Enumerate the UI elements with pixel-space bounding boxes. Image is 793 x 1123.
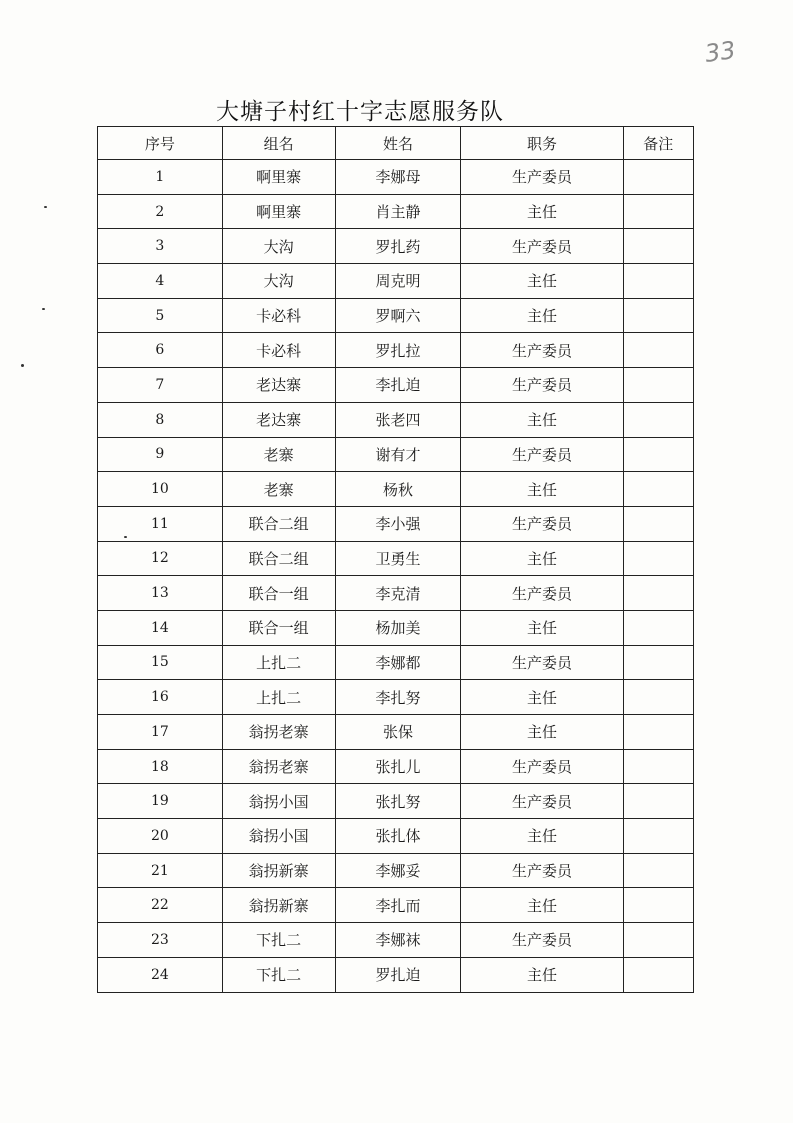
cell-note: [623, 784, 693, 819]
header-role: 职务: [461, 127, 623, 160]
cell-note: [623, 298, 693, 333]
cell-note: [623, 333, 693, 368]
table-row: [98, 333, 694, 368]
cell-group: 老寨: [222, 437, 335, 472]
cell-group: 下扎二: [222, 923, 335, 958]
cell-note: [623, 472, 693, 507]
cell-role: 生产委员: [461, 229, 623, 264]
scan-speck: [42, 308, 45, 310]
document-title: 大塘子村红十字志愿服务队: [216, 99, 504, 125]
cell-role: 生产委员: [461, 784, 623, 819]
table-row: [98, 645, 694, 680]
cell-group: 上扎二: [222, 645, 335, 680]
table-row: [98, 715, 694, 750]
cell-role: 生产委员: [461, 749, 623, 784]
table-row: [98, 402, 694, 437]
cell-seq: 16: [98, 680, 223, 715]
cell-group: 翁拐老寨: [222, 715, 335, 750]
cell-name: 李扎而: [335, 888, 461, 923]
cell-seq: 8: [98, 402, 223, 437]
cell-group: 翁拐小国: [222, 819, 335, 854]
handwritten-page-number: 33: [703, 36, 738, 68]
cell-name: 卫勇生: [335, 541, 461, 576]
table-header-row: [98, 127, 694, 160]
cell-role: 主任: [461, 472, 623, 507]
cell-name: 罗啊六: [335, 298, 461, 333]
table-row: [98, 506, 694, 541]
cell-name: 肖主静: [335, 194, 461, 229]
cell-role: 生产委员: [461, 437, 623, 472]
cell-role: 生产委员: [461, 853, 623, 888]
cell-note: [623, 610, 693, 645]
cell-role: 生产委员: [461, 576, 623, 611]
cell-group: 大沟: [222, 229, 335, 264]
cell-group: 翁拐新寨: [222, 853, 335, 888]
cell-name: 李小强: [335, 506, 461, 541]
cell-note: [623, 506, 693, 541]
cell-seq: 1: [98, 160, 223, 195]
cell-name: 周克明: [335, 264, 461, 299]
cell-name: 谢有才: [335, 437, 461, 472]
table-row: [98, 576, 694, 611]
header-note: 备注: [623, 127, 693, 160]
cell-seq: 17: [98, 715, 223, 750]
cell-role: 主任: [461, 541, 623, 576]
table-row: [98, 819, 694, 854]
cell-name: 罗扎药: [335, 229, 461, 264]
header-seq: 序号: [98, 127, 223, 160]
cell-note: [623, 194, 693, 229]
cell-name: 罗扎迫: [335, 957, 461, 992]
table-row: [98, 194, 694, 229]
cell-seq: 20: [98, 819, 223, 854]
cell-seq: 18: [98, 749, 223, 784]
header-name: 姓名: [335, 127, 461, 160]
table-row: [98, 298, 694, 333]
cell-note: [623, 437, 693, 472]
cell-note: [623, 402, 693, 437]
cell-group: 上扎二: [222, 680, 335, 715]
cell-name: 张保: [335, 715, 461, 750]
cell-name: 李娜妥: [335, 853, 461, 888]
cell-seq: 2: [98, 194, 223, 229]
cell-note: [623, 229, 693, 264]
cell-role: 生产委员: [461, 333, 623, 368]
cell-seq: 15: [98, 645, 223, 680]
header-group: 组名: [222, 127, 335, 160]
cell-role: 主任: [461, 264, 623, 299]
cell-role: 主任: [461, 888, 623, 923]
cell-group: 翁拐老寨: [222, 749, 335, 784]
cell-seq: 13: [98, 576, 223, 611]
cell-name: 李扎迫: [335, 368, 461, 403]
table-row: [98, 368, 694, 403]
cell-seq: 12: [98, 541, 223, 576]
cell-note: [623, 160, 693, 195]
cell-role: 生产委员: [461, 368, 623, 403]
cell-group: 翁拐小国: [222, 784, 335, 819]
cell-name: 李娜袜: [335, 923, 461, 958]
table-row: [98, 472, 694, 507]
cell-role: 主任: [461, 194, 623, 229]
cell-group: 老达寨: [222, 402, 335, 437]
cell-note: [623, 645, 693, 680]
cell-note: [623, 819, 693, 854]
cell-seq: 5: [98, 298, 223, 333]
cell-name: 李娜都: [335, 645, 461, 680]
cell-seq: 4: [98, 264, 223, 299]
cell-note: [623, 541, 693, 576]
cell-name: 张老四: [335, 402, 461, 437]
cell-seq: 19: [98, 784, 223, 819]
cell-role: 主任: [461, 402, 623, 437]
table-body: [98, 160, 694, 993]
cell-group: 卡必科: [222, 298, 335, 333]
cell-role: 主任: [461, 680, 623, 715]
table-row: [98, 541, 694, 576]
cell-group: 老达寨: [222, 368, 335, 403]
cell-name: 张扎儿: [335, 749, 461, 784]
cell-note: [623, 715, 693, 750]
cell-name: 李娜母: [335, 160, 461, 195]
table-row: [98, 923, 694, 958]
cell-group: 啊里寨: [222, 194, 335, 229]
table-row: [98, 160, 694, 195]
table-row: [98, 784, 694, 819]
cell-seq: 7: [98, 368, 223, 403]
cell-note: [623, 923, 693, 958]
cell-seq: 11: [98, 506, 223, 541]
table-row: [98, 749, 694, 784]
cell-note: [623, 680, 693, 715]
cell-name: 张扎努: [335, 784, 461, 819]
table-row: [98, 264, 694, 299]
cell-role: 主任: [461, 819, 623, 854]
cell-note: [623, 749, 693, 784]
cell-group: 啊里寨: [222, 160, 335, 195]
cell-group: 下扎二: [222, 957, 335, 992]
cell-seq: 9: [98, 437, 223, 472]
cell-seq: 14: [98, 610, 223, 645]
scan-speck: [21, 364, 24, 367]
cell-seq: 22: [98, 888, 223, 923]
cell-seq: 21: [98, 853, 223, 888]
cell-note: [623, 368, 693, 403]
cell-seq: 6: [98, 333, 223, 368]
volunteer-roster-table: [97, 126, 694, 993]
cell-role: 生产委员: [461, 645, 623, 680]
cell-role: 主任: [461, 957, 623, 992]
table-row: [98, 610, 694, 645]
cell-note: [623, 264, 693, 299]
table-row: [98, 229, 694, 264]
cell-seq: 24: [98, 957, 223, 992]
cell-group: 联合二组: [222, 506, 335, 541]
cell-note: [623, 888, 693, 923]
cell-name: 杨秋: [335, 472, 461, 507]
cell-name: 李克清: [335, 576, 461, 611]
cell-name: 张扎体: [335, 819, 461, 854]
table-row: [98, 680, 694, 715]
cell-group: 大沟: [222, 264, 335, 299]
cell-name: 罗扎拉: [335, 333, 461, 368]
table-row: [98, 853, 694, 888]
table-row: [98, 437, 694, 472]
cell-note: [623, 957, 693, 992]
cell-group: 翁拐新寨: [222, 888, 335, 923]
scan-speck: [44, 206, 47, 208]
cell-role: 主任: [461, 715, 623, 750]
cell-group: 联合一组: [222, 610, 335, 645]
cell-role: 生产委员: [461, 160, 623, 195]
cell-seq: 3: [98, 229, 223, 264]
cell-role: 生产委员: [461, 506, 623, 541]
cell-note: [623, 576, 693, 611]
table-row: [98, 888, 694, 923]
cell-role: 主任: [461, 298, 623, 333]
cell-name: 杨加美: [335, 610, 461, 645]
cell-group: 老寨: [222, 472, 335, 507]
table-row: [98, 957, 694, 992]
cell-note: [623, 853, 693, 888]
cell-name: 李扎努: [335, 680, 461, 715]
cell-group: 联合二组: [222, 541, 335, 576]
cell-seq: 10: [98, 472, 223, 507]
cell-group: 联合一组: [222, 576, 335, 611]
cell-seq: 23: [98, 923, 223, 958]
cell-role: 生产委员: [461, 923, 623, 958]
cell-role: 主任: [461, 610, 623, 645]
cell-group: 卡必科: [222, 333, 335, 368]
